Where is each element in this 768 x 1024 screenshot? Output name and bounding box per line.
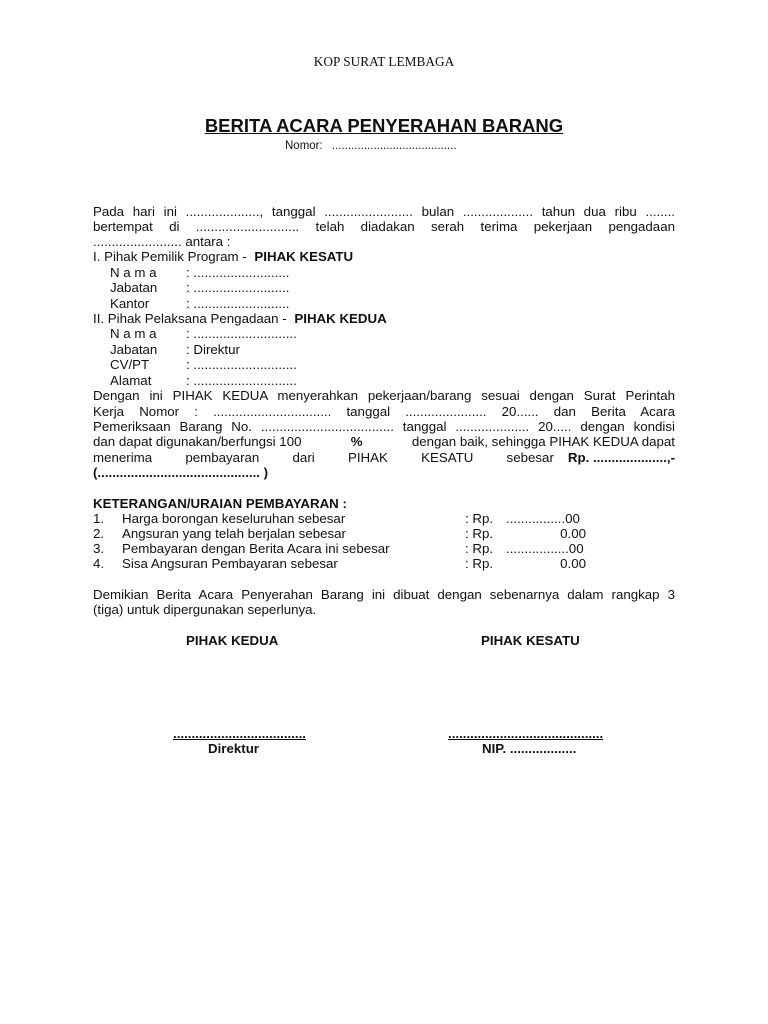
party1-label-jabatan: Jabatan	[110, 280, 158, 295]
party2-value-jabatan: : Direktur	[186, 342, 240, 357]
payment-heading: KETERANGAN/URAIAN PEMBAYARAN :	[93, 496, 347, 511]
signature-right-role: NIP. ..................	[482, 741, 577, 756]
closing-line-1: Demikian Berita Acara Penyerahan Barang ini dibuat dengan sebenarnya dalam rangkap 3	[93, 587, 675, 602]
party2-label-jabatan: Jabatan	[110, 342, 158, 357]
body-line-2: Kerja Nomor : ................................ tanggal ...................... 20...... dan Berita Acara	[93, 404, 675, 419]
party2-label-cvpt: CV/PT	[110, 357, 150, 372]
payment-desc-4: Sisa Angsuran Pembayaran sebesar	[122, 556, 338, 571]
body-line-5-a: menerima pembayaran dari PIHAK KESATU sebesar	[93, 450, 554, 465]
closing-line-2: (tiga) untuk dipergunakan seperlunya.	[93, 602, 317, 617]
payment-desc-3: Pembayaran dengan Berita Acara ini sebesar	[122, 541, 390, 556]
party1-value-name: : ..........................	[186, 265, 290, 280]
party2-heading-bold: PIHAK KEDUA	[294, 311, 387, 326]
body-line-1: Dengan ini PIHAK KEDUA menyerahkan pekerjaan/barang sesuai dengan Surat Perintah	[93, 388, 675, 403]
body-line-6: (............................................ )	[93, 465, 269, 480]
party1-value-jabatan: : ..........................	[186, 280, 290, 295]
party2-heading	[93, 311, 387, 326]
party2-value-cvpt: : ............................	[186, 357, 297, 372]
nomor-label: Nomor:	[285, 140, 323, 152]
party1-heading-prefix: I. Pihak Pemilik Program -	[93, 249, 247, 264]
payment-amount-4: 0.00	[560, 556, 586, 571]
party2-label-name: N a m a	[110, 326, 157, 341]
payment-num-1: 1.	[93, 511, 105, 526]
payment-rp-4: : Rp.	[465, 556, 494, 571]
body-line-4	[93, 434, 675, 449]
payment-desc-1: Harga borongan keseluruhan sebesar	[122, 511, 346, 526]
signature-left-party: PIHAK KEDUA	[186, 633, 279, 648]
nomor-value: .......................................	[331, 140, 457, 152]
party1-label-name: N a m a	[110, 265, 157, 280]
signature-right-party: PIHAK KESATU	[481, 633, 580, 648]
payment-rp-3: : Rp.	[465, 541, 494, 556]
payment-amount-1: ................00	[506, 511, 580, 526]
signature-right-line: ..........................................	[448, 726, 604, 741]
payment-num-2: 2.	[93, 526, 105, 541]
payment-rp-2: : Rp.	[465, 526, 494, 541]
body-line-4-a: dan dapat digunakan/berfungsi 100	[93, 434, 302, 449]
party2-label-alamat: Alamat	[110, 373, 152, 388]
body-line-5	[93, 450, 675, 465]
signature-left-line: ....................................	[173, 726, 306, 741]
nomor-line	[285, 139, 457, 154]
party1-heading	[93, 249, 353, 264]
party1-heading-bold: PIHAK KESATU	[254, 249, 354, 264]
party2-heading-prefix: II. Pihak Pelaksana Pengadaan -	[93, 311, 287, 326]
payment-num-4: 4.	[93, 556, 105, 571]
document-title: BERITA ACARA PENYERAHAN BARANG	[204, 115, 564, 136]
body-line-3: Pemeriksaan Barang No. .................................... tanggal .................... 20..... dengan kondisi	[93, 419, 675, 434]
payment-num-3: 3.	[93, 541, 105, 556]
party1-label-kantor: Kantor	[110, 296, 150, 311]
payment-desc-2: Angsuran yang telah berjalan sebesar	[122, 526, 346, 541]
opening-line-1: Pada hari ini ...................., tanggal ........................ bulan ................... tahun dua ribu ........	[93, 204, 675, 219]
letterhead: KOP SURAT LEMBAGA	[313, 54, 455, 69]
payment-rp-1: : Rp.	[465, 511, 494, 526]
party1-value-kantor: : ..........................	[186, 296, 290, 311]
payment-amount-2: 0.00	[560, 526, 586, 541]
party2-value-name: : ............................	[186, 326, 297, 341]
payment-amount-3: .................00	[506, 541, 584, 556]
body-line-4-c: dengan baik, sehingga PIHAK KEDUA dapat	[411, 434, 675, 449]
body-line-4-percent: %	[350, 434, 363, 449]
body-line-5-amount: Rp. ....................,-	[567, 450, 675, 465]
signature-left-role: Direktur	[208, 741, 259, 756]
party2-value-alamat: : ............................	[186, 373, 297, 388]
opening-line-3: ........................ antara :	[93, 234, 231, 249]
opening-line-2: bertempat di ............................ telah diadakan serah terima pekerjaan pengadaan	[93, 219, 675, 234]
